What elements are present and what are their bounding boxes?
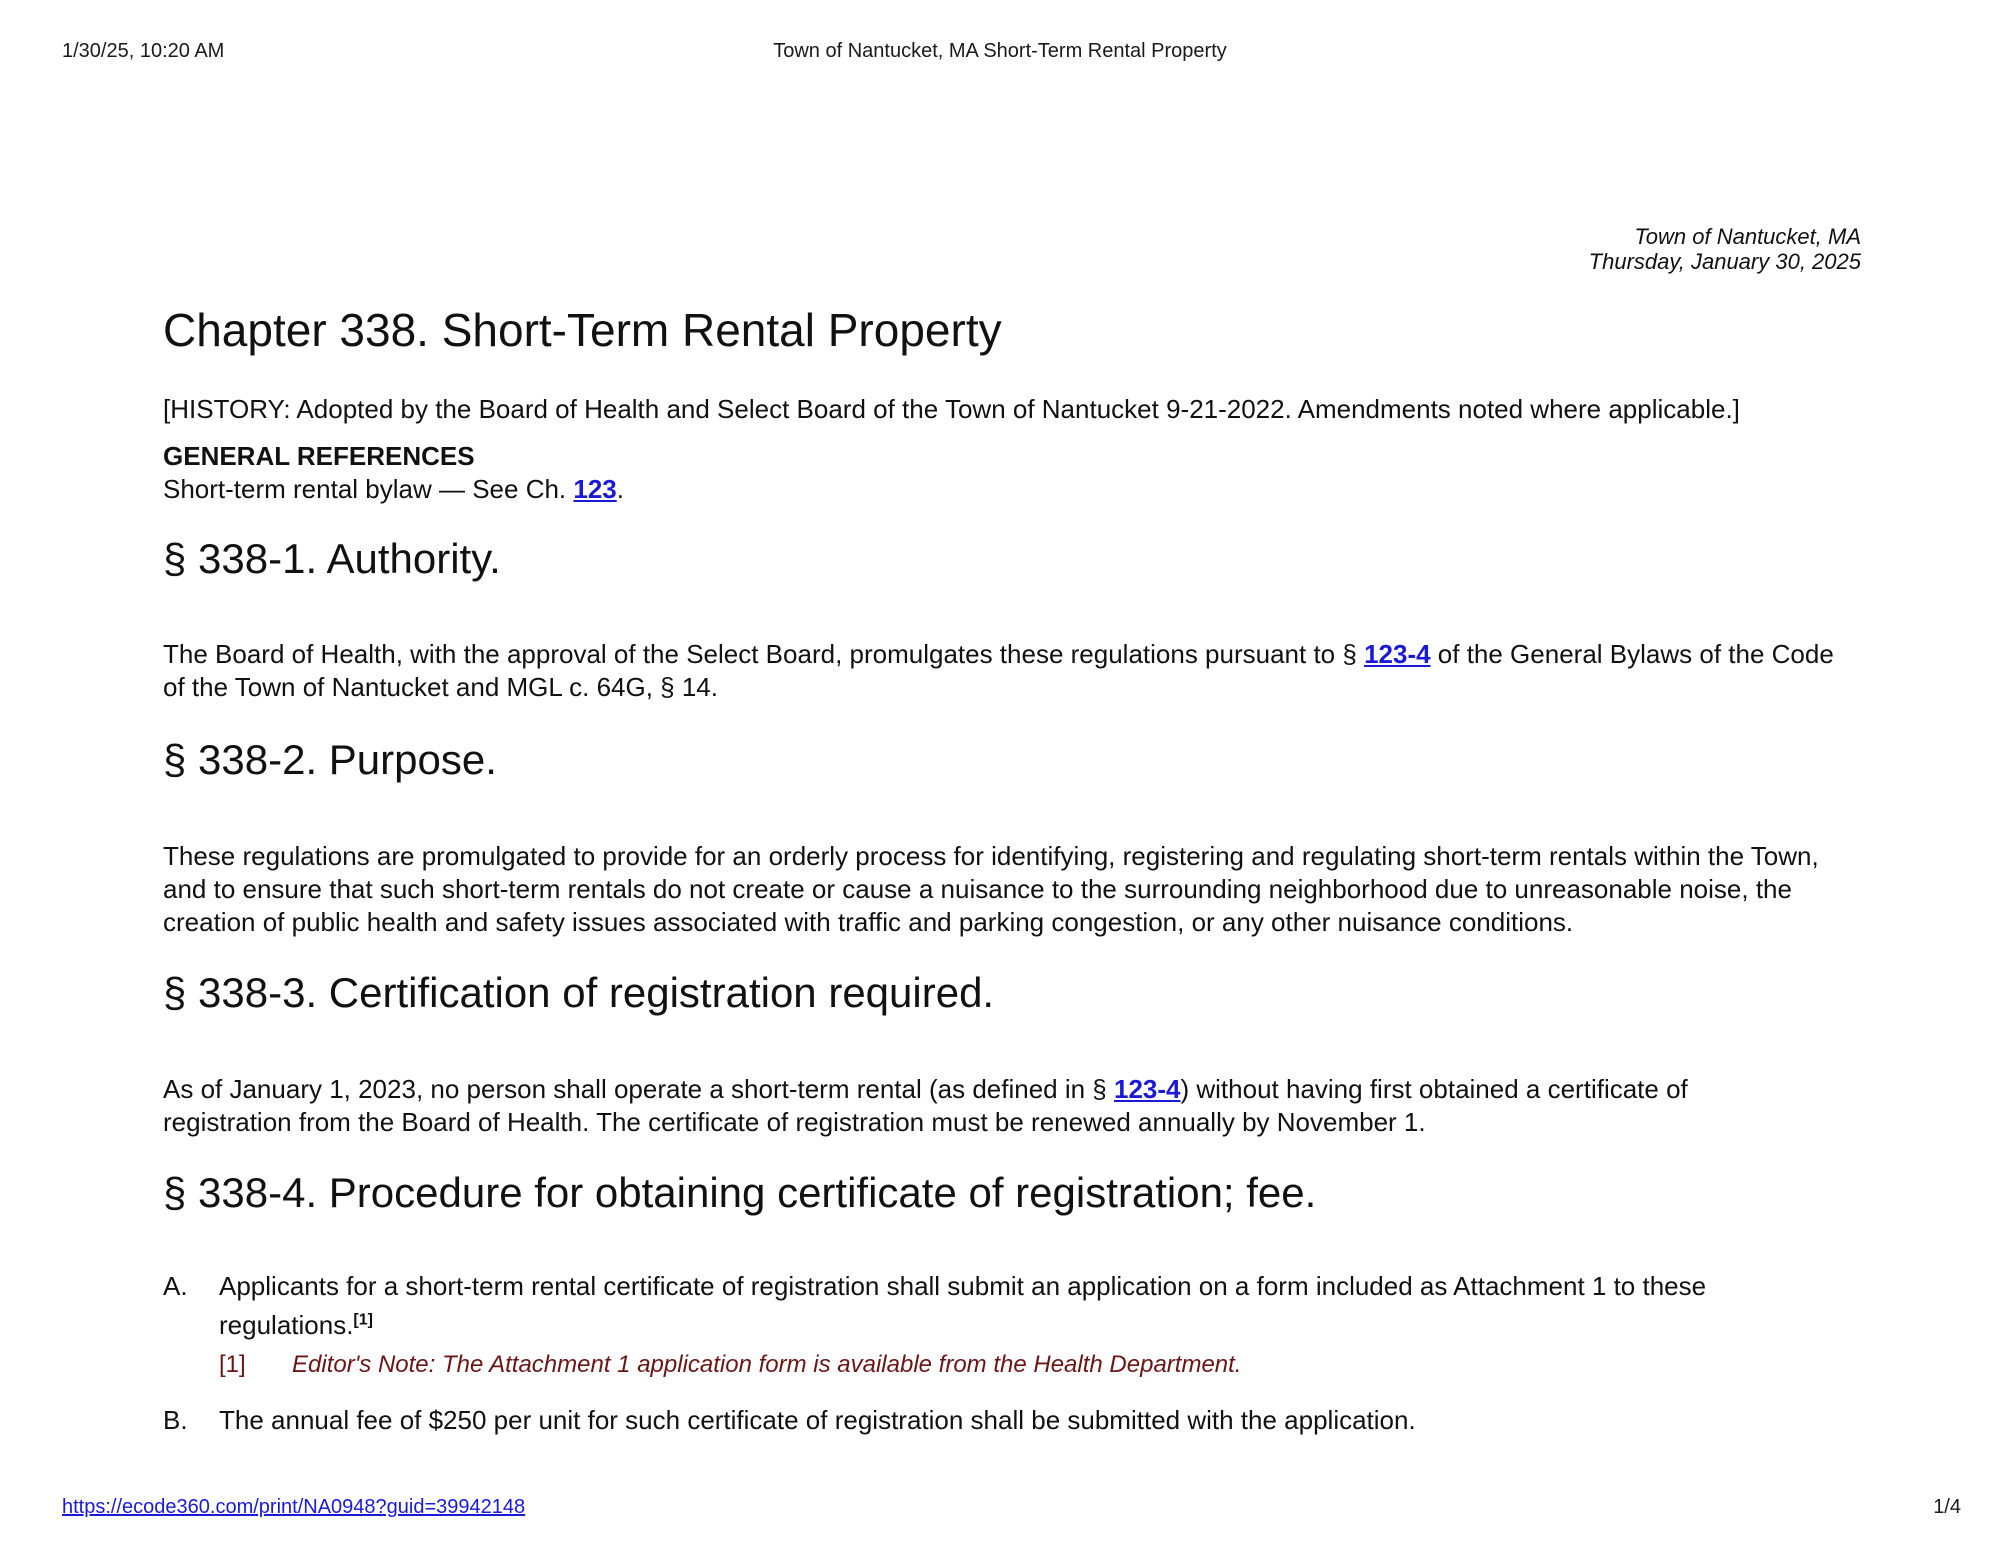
reference-text: Short-term rental bylaw — See Ch. bbox=[163, 474, 574, 504]
section-text-start: As of January 1, 2023, no person shall operate a short-term rental (as defined in § bbox=[163, 1074, 1114, 1104]
section-text-end: of the General Bylaws of the Code of the Town of Nantucket and MGL c. 64G, § 14. bbox=[163, 639, 1834, 702]
print-datetime: 1/30/25, 10:20 AM bbox=[62, 40, 225, 62]
history-note: [HISTORY: Adopted by the Board of Health and Select Board of the Town of Nantucket 9-21-2022. Amendments noted where applicable.] bbox=[163, 394, 1740, 424]
editor-note: Editor's Note: The Attachment 1 application form is available from the Health Department. bbox=[292, 1351, 1242, 1378]
list-item-label: A. bbox=[163, 1271, 188, 1301]
item-a-text: Applicants for a short-term rental certificate of registration shall submit an application on a form included as Attachment 1 to these regulations. bbox=[219, 1271, 1707, 1340]
section-123-4-link[interactable]: 123-4 bbox=[1114, 1074, 1181, 1104]
section-text-338-3 bbox=[163, 1073, 1803, 1139]
meta-town: Town of Nantucket, MA bbox=[1634, 224, 1861, 249]
document-meta bbox=[1589, 224, 1861, 274]
section-text-338-1 bbox=[163, 638, 1843, 704]
section-title-338-2: § 338-2. Purpose. bbox=[163, 736, 497, 783]
chapter-123-link[interactable]: 123 bbox=[573, 474, 617, 504]
section-123-4-link[interactable]: 123-4 bbox=[1364, 639, 1431, 669]
meta-date: Thursday, January 30, 2025 bbox=[1588, 249, 1861, 274]
source-url-link[interactable]: https://ecode360.com/print/NA0948?guid=39942148 bbox=[62, 1496, 526, 1518]
section-text-start: The Board of Health, with the approval of the Select Board, promulgates these regulations pursuant to § bbox=[163, 639, 1365, 669]
section-title-338-3: § 338-3. Certification of registration required. bbox=[163, 969, 995, 1016]
section-text-338-2: These regulations are promulgated to provide for an orderly process for identifying, registering and regulating short-term rentals within the Town, and to ensure that such short-term rentals do not create or cause a nuisance to the surrounding neighborhood due to unreasonable noise, the creation of public health and safety issues associated with traffic and parking congestion, or any other nuisance conditions. bbox=[163, 841, 1819, 937]
chapter-title: Chapter 338. Short-Term Rental Property bbox=[163, 304, 1002, 356]
general-references-heading: GENERAL REFERENCES bbox=[163, 441, 475, 471]
footnote-ref[interactable]: [1] bbox=[353, 1311, 373, 1329]
list-item-text bbox=[219, 1267, 1819, 1345]
footnote-number: [1] bbox=[219, 1351, 246, 1378]
general-references-text bbox=[163, 473, 624, 506]
page-number: 1/4 bbox=[1933, 1496, 1961, 1518]
reference-text-end: . bbox=[616, 474, 625, 504]
general-references bbox=[163, 440, 624, 506]
section-title-338-1: § 338-1. Authority. bbox=[163, 535, 501, 582]
section-text-end: ) without having first obtained a certificate of registration from the Board of Health. The certificate of registration must be renewed annually by November 1. bbox=[163, 1074, 1688, 1137]
print-page-title: Town of Nantucket, MA Short-Term Rental Property bbox=[773, 40, 1227, 62]
section-title-338-4: § 338-4. Procedure for obtaining certificate of registration; fee. bbox=[163, 1169, 1317, 1216]
list-item-label: B. bbox=[163, 1405, 188, 1435]
list-item-text: The annual fee of $250 per unit for such certificate of registration shall be submitted with the application. bbox=[219, 1405, 1416, 1435]
